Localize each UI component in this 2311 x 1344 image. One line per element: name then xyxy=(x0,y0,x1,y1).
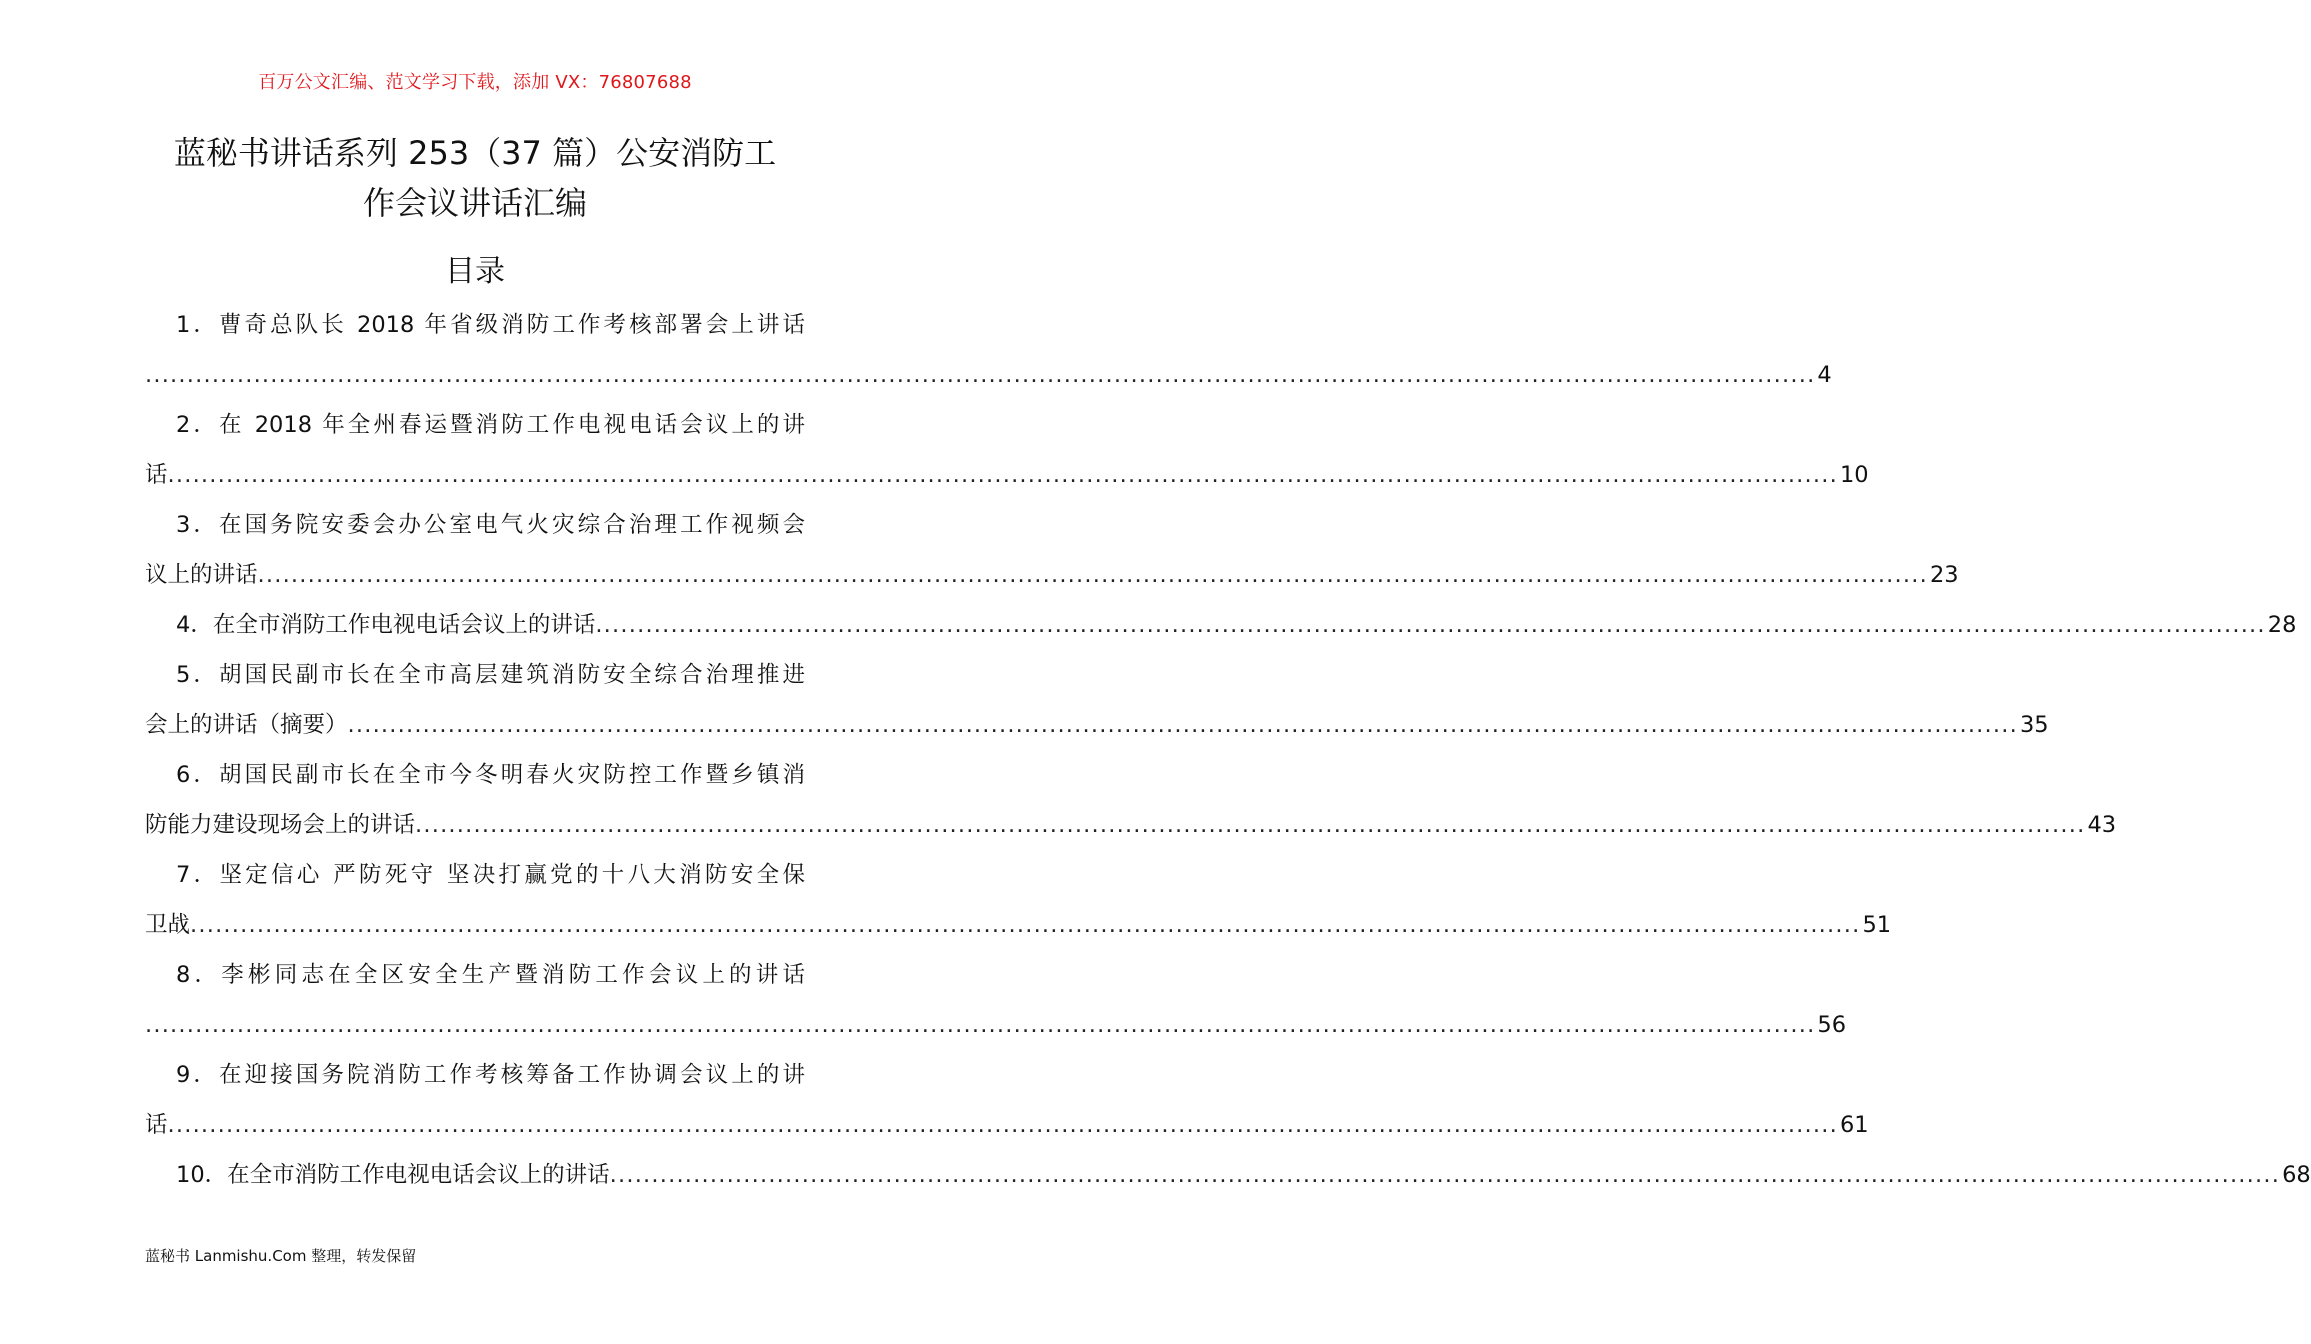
toc-entry-row xyxy=(145,550,1959,600)
toc-dot-leader: ........................................................................................................................................................................................................ xyxy=(167,462,1838,488)
toc-page-number: 10 xyxy=(1839,462,1869,488)
toc-page-number: 4 xyxy=(1817,362,1832,388)
toc-entry-title: 1．曹奇总队长 2018 年省级消防工作考核部署会上讲话 xyxy=(176,312,805,338)
toc-page-number: 28 xyxy=(2267,612,2297,638)
toc-entry-row xyxy=(145,450,1869,500)
toc-entry-title-continued: 卫战 xyxy=(145,912,191,938)
toc-entry-title-continued: 话 xyxy=(145,462,168,488)
toc-entry-row xyxy=(145,1000,1847,1050)
toc-heading: 目录 xyxy=(445,254,505,289)
toc-dot-leader: ........................................................................................................................................................................................................ xyxy=(609,1162,2281,1188)
toc-entry-row xyxy=(145,1100,1869,1150)
toc-entry-title-continued: 会上的讲话（摘要） xyxy=(145,712,348,738)
toc-entry[interactable] xyxy=(145,400,1869,500)
toc-dot-leader: ........................................................................................................................................................................................................ xyxy=(257,562,1928,588)
toc-dot-leader: ........................................................................................................................................................................................................ xyxy=(190,912,1861,938)
toc-entry-title: 10．在全市消防工作电视电话会议上的讲话 xyxy=(176,1162,610,1188)
toc-entry-title-continued: 话 xyxy=(145,1112,168,1138)
toc-entry-row xyxy=(145,1150,2311,1200)
toc-entry-title: 9．在迎接国务院消防工作考核筹备工作协调会议上的讲 xyxy=(176,1062,805,1088)
table-of-contents xyxy=(145,300,2311,1200)
toc-entry[interactable] xyxy=(145,850,1892,950)
toc-entry[interactable] xyxy=(145,950,1847,1050)
toc-entry-row xyxy=(145,900,1892,950)
toc-dot-leader: ........................................................................................................................................................................................................ xyxy=(167,1112,1838,1138)
toc-entry-title: 4．在全市消防工作电视电话会议上的讲话 xyxy=(176,612,596,638)
toc-page-number: 61 xyxy=(1839,1112,1869,1138)
toc-entry[interactable] xyxy=(145,1050,1869,1150)
toc-entry-row xyxy=(145,350,1832,400)
toc-entry[interactable] xyxy=(145,300,1832,400)
toc-entry-title: 5．胡国民副市长在全市高层建筑消防安全综合治理推进 xyxy=(176,662,805,688)
toc-entry[interactable] xyxy=(145,600,2297,650)
toc-page-number: 51 xyxy=(1862,912,1892,938)
toc-entry[interactable] xyxy=(145,650,2049,750)
title-line-1: 蓝秘书讲话系列 253（37 篇）公安消防工 xyxy=(173,134,777,172)
toc-entry[interactable] xyxy=(145,750,2117,850)
toc-page-number: 68 xyxy=(2282,1162,2311,1188)
toc-entry-row xyxy=(145,700,2049,750)
title-line-2: 作会议讲话汇编 xyxy=(362,184,587,222)
toc-entry-title-continued: 议上的讲话 xyxy=(145,562,258,588)
toc-entry-row xyxy=(145,600,2297,650)
toc-entry-title: 6．胡国民副市长在全市今冬明春火灾防控工作暨乡镇消 xyxy=(176,762,805,788)
footer-note: 蓝秘书 Lanmishu.Com 整理，转发保留 xyxy=(145,1247,417,1265)
toc-entry-row xyxy=(145,800,2117,850)
toc-dot-leader: ........................................................................................................................................................................................................ xyxy=(415,812,2086,838)
toc-dot-leader: ........................................................................................................................................................................................................ xyxy=(145,1012,1816,1038)
toc-entry-title: 7．坚定信心 严防死守 坚决打赢党的十八大消防安全保 xyxy=(176,862,805,888)
toc-entry-title: 3．在国务院安委会办公室电气火灾综合治理工作视频会 xyxy=(176,512,805,538)
toc-entry-title-continued: 防能力建设现场会上的讲话 xyxy=(145,812,416,838)
document-title xyxy=(120,128,830,228)
toc-entry-title: 8．李彬同志在全区安全生产暨消防工作会议上的讲话 xyxy=(176,962,805,988)
toc-page-number: 43 xyxy=(2087,812,2117,838)
toc-dot-leader: ........................................................................................................................................................................................................ xyxy=(347,712,2018,738)
download-notice: 百万公文汇编、范文学习下载，添加 VX：76807688 xyxy=(258,72,692,93)
toc-entry[interactable] xyxy=(145,500,1959,600)
toc-dot-leader: ........................................................................................................................................................................................................ xyxy=(145,362,1816,388)
toc-entry-title: 2．在 2018 年全州春运暨消防工作电视电话会议上的讲 xyxy=(176,412,805,438)
toc-dot-leader: ........................................................................................................................................................................................................ xyxy=(595,612,2266,638)
toc-page-number: 35 xyxy=(2019,712,2049,738)
toc-page-number: 56 xyxy=(1817,1012,1847,1038)
toc-page-number: 23 xyxy=(1929,562,1959,588)
toc-entry[interactable] xyxy=(145,1150,2311,1200)
